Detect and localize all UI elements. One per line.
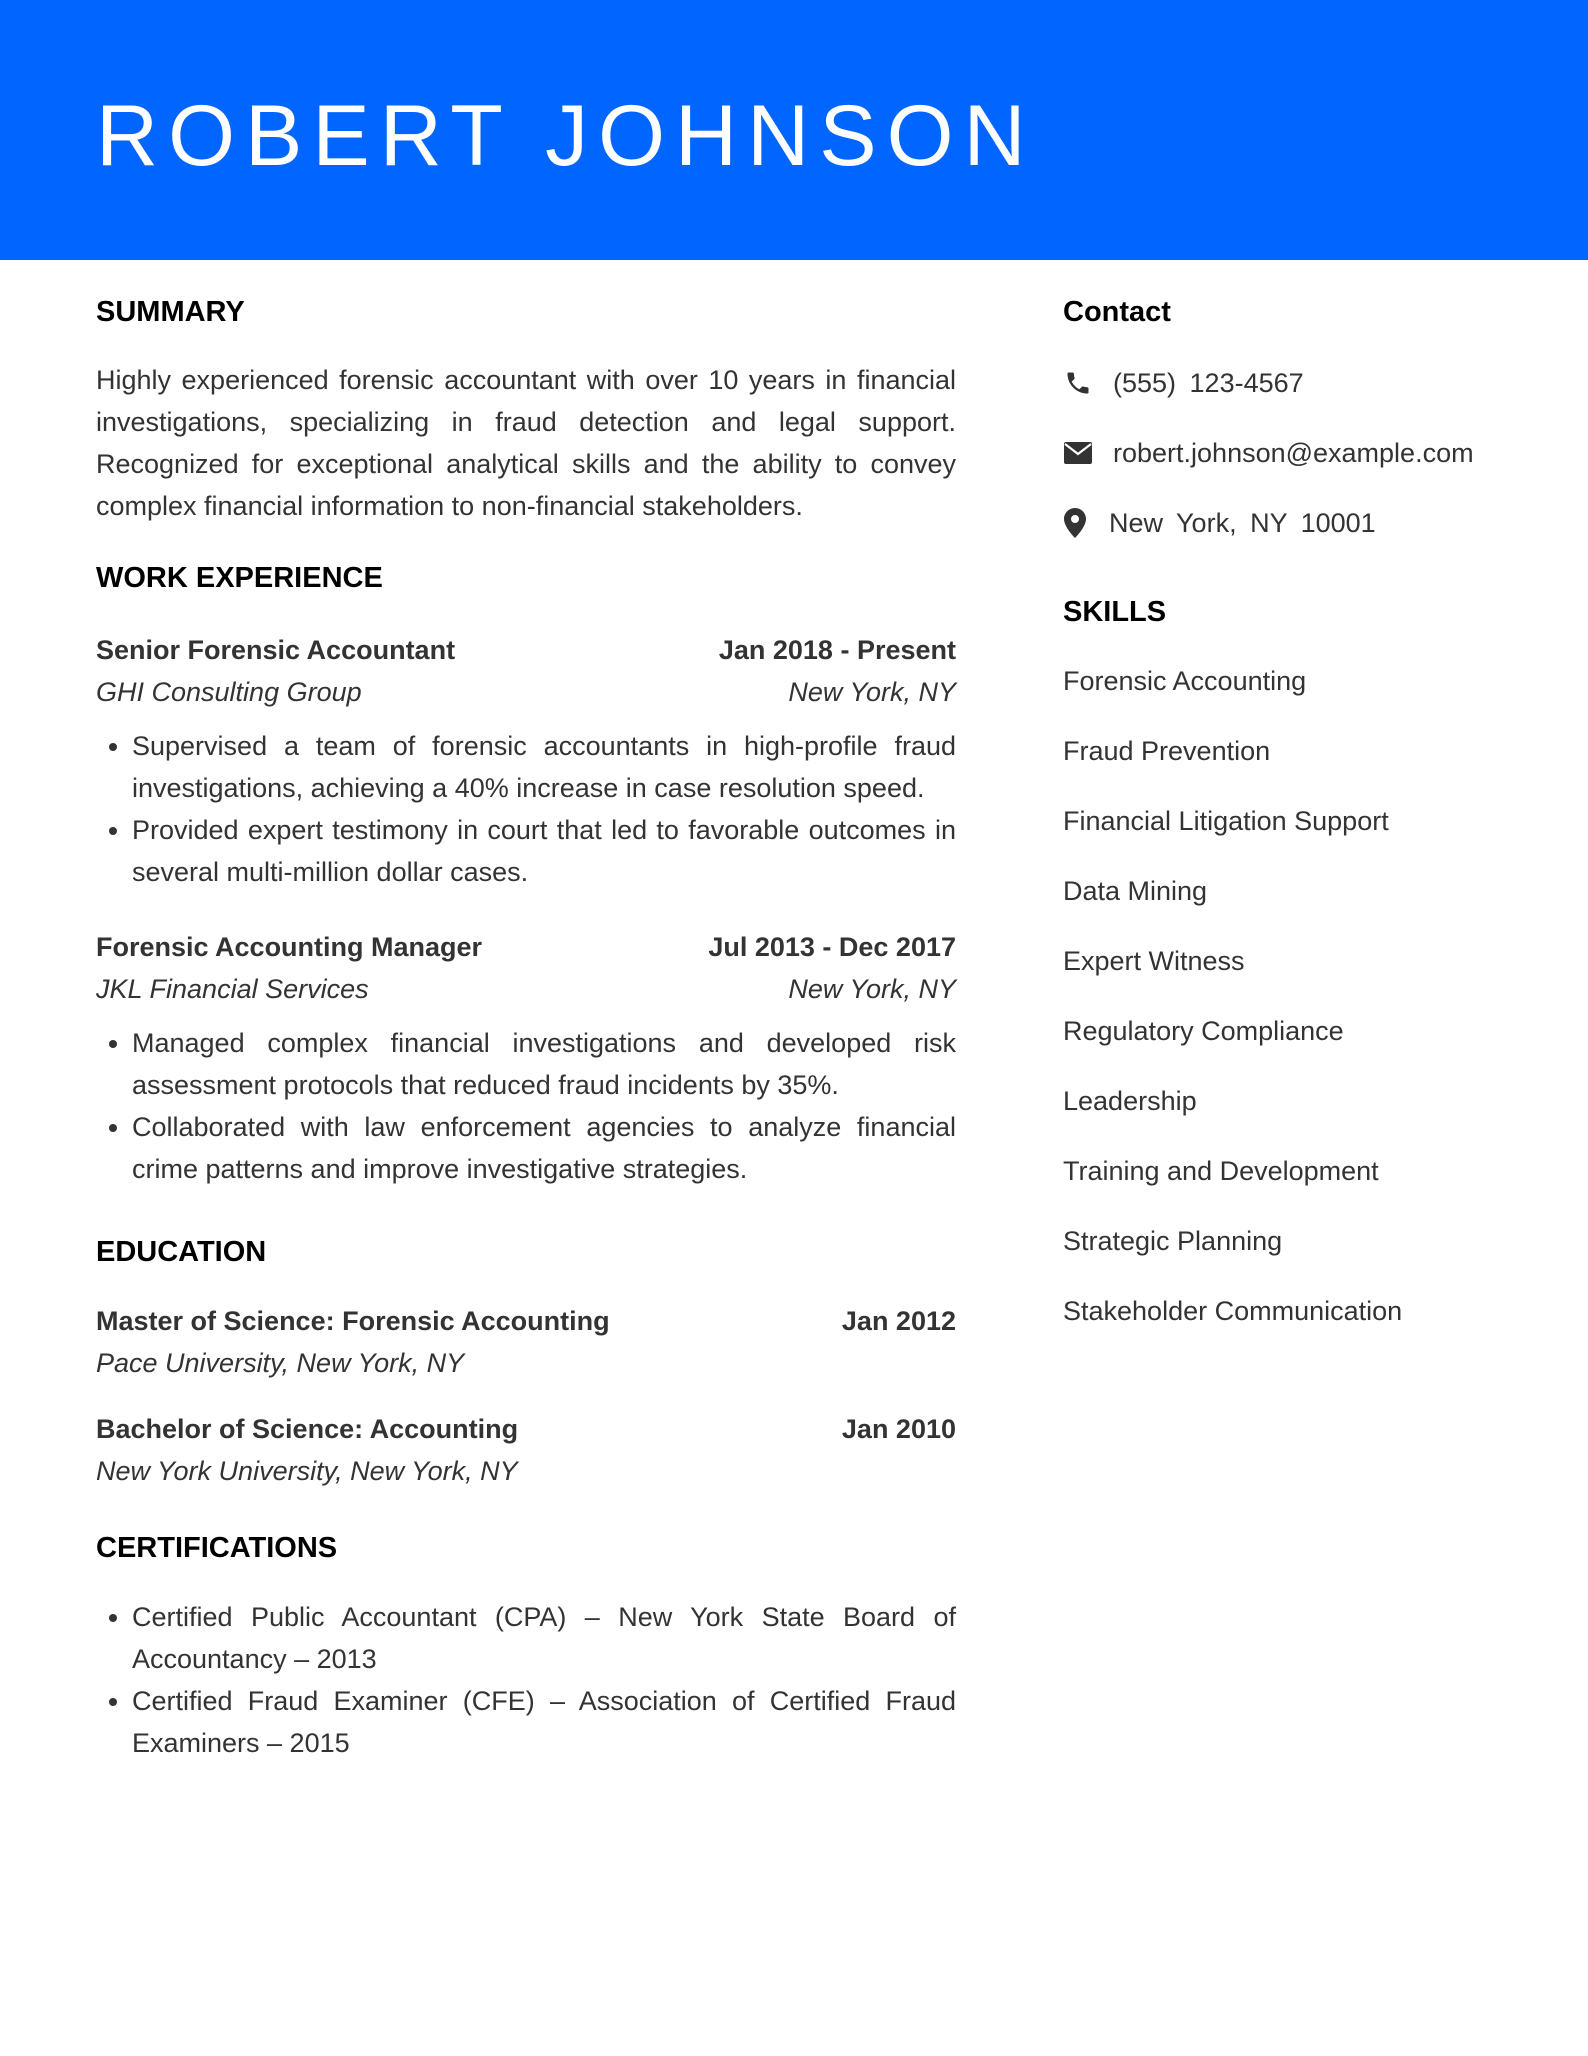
sidebar-column	[1063, 294, 1523, 1360]
contact-heading: Contact	[1063, 296, 1171, 328]
skills-list	[1063, 660, 1523, 1332]
summary-text: Highly experienced forensic accountant with over 10 years in financial investigations, specializing in fraud detection and legal support. Recognized for exceptional analytical skills and the ability to convey complex financial information to non-financial stakeholders.	[96, 365, 956, 521]
job-location: New York, NY	[788, 677, 956, 707]
skill-item: Forensic Accounting	[1063, 666, 1307, 696]
phone-number: (555) 123-4567	[1113, 368, 1304, 398]
map-pin-icon	[1063, 508, 1087, 538]
job-dates: Jul 2013 - Dec 2017	[708, 932, 956, 962]
location-text: New York, NY 10001	[1109, 508, 1376, 538]
skills-heading: SKILLS	[1063, 596, 1167, 628]
certifications-heading: CERTIFICATIONS	[96, 1532, 338, 1564]
skill-item: Leadership	[1063, 1086, 1197, 1116]
school-name: New York University, New York, NY	[96, 1456, 518, 1486]
job-company: JKL Financial Services	[96, 974, 369, 1004]
job-bullets	[96, 725, 956, 893]
education-entry	[96, 1300, 956, 1384]
degree-title: Bachelor of Science: Accounting	[96, 1414, 519, 1444]
school-name: Pace University, New York, NY	[96, 1348, 465, 1378]
job-title: Senior Forensic Accountant	[96, 635, 456, 665]
envelope-icon	[1063, 438, 1093, 468]
degree-date: Jan 2012	[841, 1306, 956, 1336]
summary-heading: SUMMARY	[96, 296, 245, 328]
job-company: GHI Consulting Group	[96, 677, 362, 707]
contact-location	[1063, 502, 1523, 544]
contact-list	[1063, 362, 1523, 544]
education-heading: EDUCATION	[96, 1236, 267, 1268]
certification-item: • Certified Fraud Examiner (CFE) – Association of Certified Fraud Examiners – 2015	[132, 1680, 956, 1764]
certification-list	[96, 1596, 956, 1764]
job-dates: Jan 2018 - Present	[718, 635, 956, 665]
skill-item: Strategic Planning	[1063, 1226, 1283, 1256]
degree-title: Master of Science: Forensic Accounting	[96, 1306, 610, 1336]
job-entry	[96, 926, 956, 1190]
skill-item: Fraud Prevention	[1063, 736, 1271, 766]
job-bullet: • Collaborated with law enforcement agencies to analyze financial crime patterns and improve investigative strategies.	[132, 1106, 956, 1190]
job-bullet: • Supervised a team of forensic accountants in high-profile fraud investigations, achieving a 40% increase in case resolution speed.	[132, 725, 956, 809]
skill-item: Regulatory Compliance	[1063, 1016, 1344, 1046]
contact-phone	[1063, 362, 1523, 404]
email-address: robert.johnson@example.com	[1113, 438, 1474, 468]
degree-date: Jan 2010	[841, 1414, 956, 1444]
main-column	[96, 294, 956, 1764]
skill-item: Expert Witness	[1063, 946, 1245, 976]
skill-item: Stakeholder Communication	[1063, 1296, 1403, 1326]
work-experience-heading: WORK EXPERIENCE	[96, 562, 383, 594]
job-entry	[96, 629, 956, 893]
education-entry	[96, 1408, 956, 1492]
job-bullets	[96, 1022, 956, 1190]
job-location: New York, NY	[788, 974, 956, 1004]
job-title: Forensic Accounting Manager	[96, 932, 483, 962]
candidate-name: ROBERT JOHNSON	[96, 88, 1036, 184]
contact-email	[1063, 432, 1523, 474]
job-bullet: • Provided expert testimony in court that led to favorable outcomes in several multi-million dollar cases.	[132, 809, 956, 893]
skill-item: Financial Litigation Support	[1063, 806, 1389, 836]
header-banner	[0, 0, 1588, 260]
skill-item: Data Mining	[1063, 876, 1208, 906]
phone-icon	[1063, 368, 1093, 398]
certification-item: • Certified Public Accountant (CPA) – New York State Board of Accountancy – 2013	[132, 1596, 956, 1680]
skill-item: Training and Development	[1063, 1156, 1379, 1186]
job-bullet: • Managed complex financial investigations and developed risk assessment protocols that reduced fraud incidents by 35%.	[132, 1022, 956, 1106]
